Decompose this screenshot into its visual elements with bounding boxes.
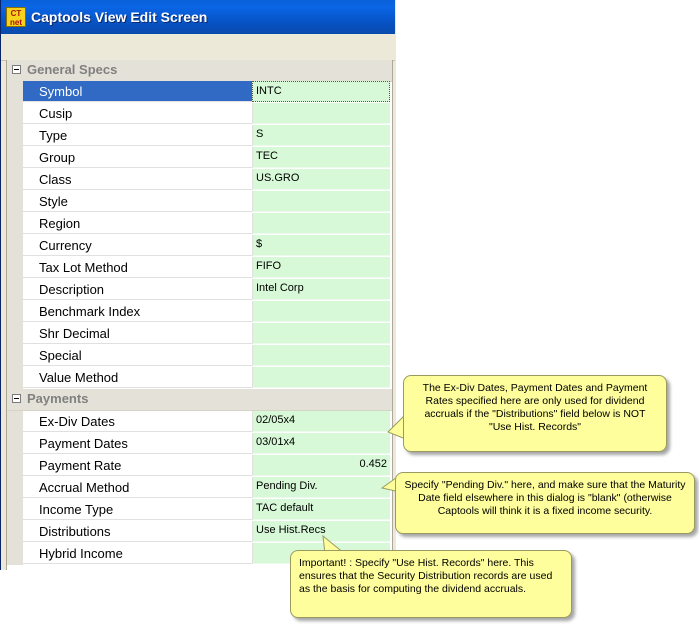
- category-general-specs[interactable]: [7, 60, 392, 82]
- property-name: Accrual Method: [23, 477, 252, 498]
- property-name: Group: [23, 147, 252, 168]
- window-title: Captools View Edit Screen: [31, 9, 208, 25]
- property-name: Description: [23, 279, 252, 300]
- callout-text: Specify "Pending Div." here, and make sure that the Maturity Date field elsewhere in this dialog is "blank" (otherwise Captools will think it is a fixed income security.: [404, 479, 686, 517]
- property-row-income-type[interactable]: [7, 499, 392, 521]
- property-grid: [6, 60, 393, 570]
- property-row-currency[interactable]: [7, 235, 392, 257]
- property-row-payment-rate[interactable]: [7, 455, 392, 477]
- callout-pending-div-note: [395, 472, 695, 534]
- property-name: Type: [23, 125, 252, 146]
- property-row-accrual-method[interactable]: [7, 477, 392, 499]
- property-value-type[interactable]: S: [252, 125, 390, 146]
- callout-text: Important! : Specify "Use Hist. Records" here. This ensures that the Security Distribution records are used as the basis for computing the dividend accruals.: [299, 557, 553, 595]
- property-row-group[interactable]: [7, 147, 392, 169]
- property-value-symbol[interactable]: INTC: [252, 81, 390, 102]
- property-value-cusip[interactable]: [252, 103, 390, 124]
- property-name: Style: [23, 191, 252, 212]
- property-row-shr-decimal[interactable]: [7, 323, 392, 345]
- property-name: Currency: [23, 235, 252, 256]
- property-row-tax-lot-method[interactable]: [7, 257, 392, 279]
- callout-text: The Ex-Div Dates, Payment Dates and Payment Rates specified here are only used for dividend accruals if the "Distributions" field below is NOT "Use Hist. Records": [422, 382, 648, 433]
- property-name: Value Method: [23, 367, 252, 388]
- property-value-tax-lot-method[interactable]: FIFO: [252, 257, 390, 278]
- property-row-symbol[interactable]: [7, 81, 392, 103]
- property-value-accrual-method[interactable]: Pending Div.: [252, 477, 390, 498]
- property-row-payment-dates[interactable]: [7, 433, 392, 455]
- property-name: Hybrid Income: [23, 543, 252, 564]
- property-name: Tax Lot Method: [23, 257, 252, 278]
- title-bar[interactable]: [1, 0, 395, 34]
- property-row-region[interactable]: [7, 213, 392, 235]
- collapse-icon[interactable]: [12, 65, 21, 74]
- property-value-region[interactable]: [252, 213, 390, 234]
- property-row-description[interactable]: [7, 279, 392, 301]
- property-name: Ex-Div Dates: [23, 411, 252, 432]
- property-name: Class: [23, 169, 252, 190]
- callout-important-note: [290, 550, 572, 618]
- property-value-payment-rate[interactable]: 0.452: [252, 455, 390, 476]
- property-value-currency[interactable]: $: [252, 235, 390, 256]
- property-value-shr-decimal[interactable]: [252, 323, 390, 344]
- category-payments[interactable]: [7, 389, 392, 411]
- callout-ex-div-note: [403, 375, 667, 452]
- property-value-benchmark-index[interactable]: [252, 301, 390, 322]
- property-name: Distributions: [23, 521, 252, 542]
- toolbar: [1, 34, 395, 61]
- property-name: Special: [23, 345, 252, 366]
- property-name: Region: [23, 213, 252, 234]
- property-name: Cusip: [23, 103, 252, 124]
- property-row-type[interactable]: [7, 125, 392, 147]
- property-row-benchmark-index[interactable]: [7, 301, 392, 323]
- category-label: General Specs: [27, 62, 118, 77]
- property-value-description[interactable]: Intel Corp: [252, 279, 390, 300]
- property-row-style[interactable]: [7, 191, 392, 213]
- property-row-special[interactable]: [7, 345, 392, 367]
- property-name: Payment Rate: [23, 455, 252, 476]
- property-value-class[interactable]: US.GRO: [252, 169, 390, 190]
- property-name: Income Type: [23, 499, 252, 520]
- property-value-group[interactable]: TEC: [252, 147, 390, 168]
- collapse-icon[interactable]: [12, 394, 21, 403]
- property-value-payment-dates[interactable]: 03/01x4: [252, 433, 390, 454]
- property-row-class[interactable]: [7, 169, 392, 191]
- property-row-value-method[interactable]: [7, 367, 392, 389]
- property-value-special[interactable]: [252, 345, 390, 366]
- property-row-cusip[interactable]: [7, 103, 392, 125]
- category-label: Payments: [27, 391, 89, 406]
- property-name: Payment Dates: [23, 433, 252, 454]
- property-value-distributions[interactable]: Use Hist.Recs: [252, 521, 390, 542]
- property-value-income-type[interactable]: TAC default: [252, 499, 390, 520]
- property-value-style[interactable]: [252, 191, 390, 212]
- property-value-ex-div-dates[interactable]: 02/05x4: [252, 411, 390, 432]
- property-name: Benchmark Index: [23, 301, 252, 322]
- property-row-ex-div-dates[interactable]: [7, 411, 392, 433]
- captools-app-icon[interactable]: CT net: [6, 7, 26, 27]
- property-name: Shr Decimal: [23, 323, 252, 344]
- property-value-value-method[interactable]: [252, 367, 390, 388]
- property-name: Symbol: [23, 81, 252, 102]
